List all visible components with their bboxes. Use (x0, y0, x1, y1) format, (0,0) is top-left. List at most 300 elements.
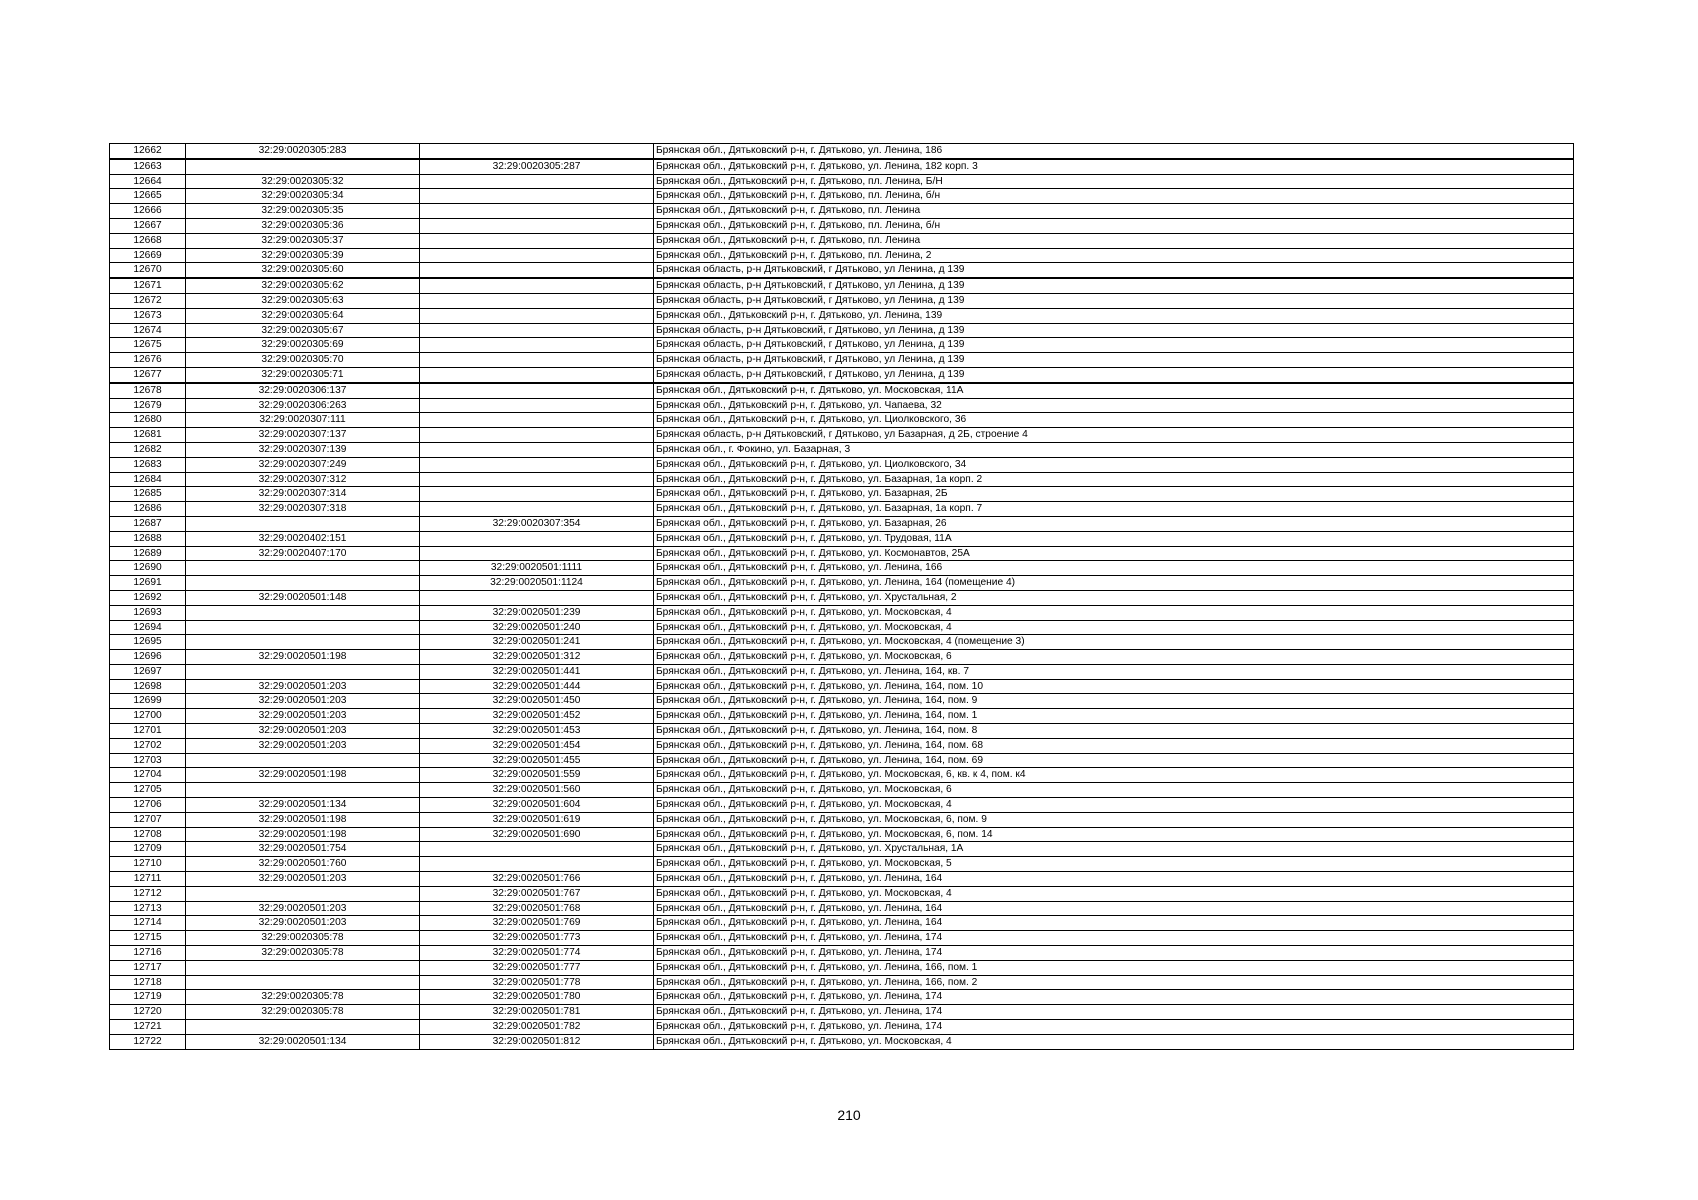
cadastral-number-cell (186, 561, 420, 576)
object-cadastral-number-cell: 32:29:0020501:1111 (420, 561, 654, 576)
table-row (110, 516, 1574, 531)
cadastral-number-cell: 32:29:0020501:203 (186, 916, 420, 931)
address-cell: Брянская обл., Дятьковский р-н, г. Дятьково, ул. Ленина, 164, пом. 8 (654, 724, 1574, 739)
object-cadastral-number-cell: 32:29:0020501:450 (420, 694, 654, 709)
cadastral-number-cell: 32:29:0020501:148 (186, 590, 420, 605)
object-cadastral-number-cell: 32:29:0020501:773 (420, 931, 654, 946)
row-number-cell: 12666 (110, 204, 186, 219)
object-cadastral-number-cell (420, 531, 654, 546)
table-row (110, 605, 1574, 620)
cadastral-number-cell: 32:29:0020305:67 (186, 323, 420, 338)
cadastral-number-cell: 32:29:0020305:35 (186, 204, 420, 219)
cadastral-number-cell (186, 975, 420, 990)
object-cadastral-number-cell: 32:29:0020501:559 (420, 768, 654, 783)
row-number-cell: 12700 (110, 709, 186, 724)
row-number-cell: 12717 (110, 960, 186, 975)
address-cell: Брянская обл., Дятьковский р-н, г. Дятьково, ул. Базарная, 1а корп. 7 (654, 502, 1574, 517)
object-cadastral-number-cell (420, 442, 654, 457)
address-cell: Брянская обл., Дятьковский р-н, г. Дятьково, ул. Хрустальная, 1А (654, 842, 1574, 857)
object-cadastral-number-cell (420, 174, 654, 189)
address-cell: Брянская обл., Дятьковский р-н, г. Дятьково, ул. Ленина, 164, пом. 10 (654, 679, 1574, 694)
row-number-cell: 12687 (110, 516, 186, 531)
cadastral-number-cell: 32:29:0020305:64 (186, 308, 420, 323)
object-cadastral-number-cell: 32:29:0020501:782 (420, 1020, 654, 1035)
table-row (110, 428, 1574, 443)
row-number-cell: 12695 (110, 635, 186, 650)
address-cell: Брянская обл., г. Фокино, ул. Базарная, 3 (654, 442, 1574, 457)
table-row (110, 960, 1574, 975)
object-cadastral-number-cell: 32:29:0020501:619 (420, 812, 654, 827)
table-row (110, 218, 1574, 233)
cadastral-number-cell (186, 516, 420, 531)
object-cadastral-number-cell (420, 144, 654, 159)
address-cell: Брянская обл., Дятьковский р-н, г. Дятьково, ул. Московская, 6 (654, 650, 1574, 665)
address-cell: Брянская обл., Дятьковский р-н, г. Дятьково, пл. Ленина, б/н (654, 189, 1574, 204)
address-cell: Брянская обл., Дятьковский р-н, г. Дятьково, ул. Ленина, 186 (654, 144, 1574, 159)
object-cadastral-number-cell: 32:29:0020501:767 (420, 886, 654, 901)
object-cadastral-number-cell: 32:29:0020501:769 (420, 916, 654, 931)
row-number-cell: 12698 (110, 679, 186, 694)
address-cell: Брянская область, р-н Дятьковский, г Дятьково, ул Ленина, д 139 (654, 293, 1574, 308)
table-row (110, 916, 1574, 931)
object-cadastral-number-cell (420, 590, 654, 605)
row-number-cell: 12696 (110, 650, 186, 665)
address-cell: Брянская обл., Дятьковский р-н, г. Дятьково, ул. Чапаева, 32 (654, 398, 1574, 413)
address-cell: Брянская обл., Дятьковский р-н, г. Дятьково, ул. Ленина, 166, пом. 1 (654, 960, 1574, 975)
object-cadastral-number-cell (420, 338, 654, 353)
object-cadastral-number-cell (420, 308, 654, 323)
cadastral-number-cell: 32:29:0020305:283 (186, 144, 420, 159)
row-number-cell: 12690 (110, 561, 186, 576)
object-cadastral-number-cell: 32:29:0020501:312 (420, 650, 654, 665)
address-cell: Брянская обл., Дятьковский р-н, г. Дятьково, пл. Ленина, 2 (654, 248, 1574, 263)
row-number-cell: 12710 (110, 857, 186, 872)
object-cadastral-number-cell (420, 293, 654, 308)
cadastral-number-cell: 32:29:0020305:69 (186, 338, 420, 353)
table-row (110, 975, 1574, 990)
object-cadastral-number-cell: 32:29:0020501:239 (420, 605, 654, 620)
address-cell: Брянская обл., Дятьковский р-н, г. Дятьково, пл. Ленина, Б/Н (654, 174, 1574, 189)
cadastral-number-cell (186, 620, 420, 635)
address-cell: Брянская обл., Дятьковский р-н, г. Дятьково, пл. Ленина, б/н (654, 218, 1574, 233)
address-cell: Брянская обл., Дятьковский р-н, г. Дятьково, ул. Московская, 4 (654, 798, 1574, 813)
address-cell: Брянская обл., Дятьковский р-н, г. Дятьково, ул. Ленина, 139 (654, 308, 1574, 323)
table-row (110, 812, 1574, 827)
object-cadastral-number-cell: 32:29:0020501:453 (420, 724, 654, 739)
object-cadastral-number-cell: 32:29:0020501:780 (420, 990, 654, 1005)
object-cadastral-number-cell: 32:29:0020501:241 (420, 635, 654, 650)
address-cell: Брянская обл., Дятьковский р-н, г. Дятьково, пл. Ленина (654, 233, 1574, 248)
object-cadastral-number-cell (420, 233, 654, 248)
cadastral-number-cell: 32:29:0020307:249 (186, 457, 420, 472)
cadastral-number-cell: 32:29:0020501:203 (186, 724, 420, 739)
object-cadastral-number-cell: 32:29:0020501:777 (420, 960, 654, 975)
address-cell: Брянская обл., Дятьковский р-н, г. Дятьково, ул. Хрустальная, 2 (654, 590, 1574, 605)
address-cell: Брянская обл., Дятьковский р-н, г. Дятьково, ул. Ленина, 174 (654, 990, 1574, 1005)
table-row (110, 827, 1574, 842)
cadastral-number-cell: 32:29:0020305:71 (186, 367, 420, 382)
object-cadastral-number-cell (420, 189, 654, 204)
row-number-cell: 12675 (110, 338, 186, 353)
row-number-cell: 12665 (110, 189, 186, 204)
address-cell: Брянская обл., Дятьковский р-н, г. Дятьково, ул. Московская, 5 (654, 857, 1574, 872)
table-row (110, 798, 1574, 813)
cadastral-number-cell: 32:29:0020501:203 (186, 679, 420, 694)
object-cadastral-number-cell (420, 857, 654, 872)
row-number-cell: 12708 (110, 827, 186, 842)
address-cell: Брянская обл., Дятьковский р-н, г. Дятьково, ул. Московская, 4 (654, 1034, 1574, 1049)
object-cadastral-number-cell: 32:29:0020501:240 (420, 620, 654, 635)
row-number-cell: 12676 (110, 353, 186, 368)
table-row (110, 546, 1574, 561)
cadastral-number-cell (186, 960, 420, 975)
object-cadastral-number-cell: 32:29:0020501:766 (420, 872, 654, 887)
cadastral-number-cell: 32:29:0020501:760 (186, 857, 420, 872)
table-row (110, 709, 1574, 724)
row-number-cell: 12719 (110, 990, 186, 1005)
object-cadastral-number-cell: 32:29:0020501:768 (420, 901, 654, 916)
object-cadastral-number-cell (420, 383, 654, 398)
address-cell: Брянская обл., Дятьковский р-н, г. Дятьково, ул. Ленина, 166, пом. 2 (654, 975, 1574, 990)
cadastral-number-cell: 32:29:0020305:34 (186, 189, 420, 204)
row-number-cell: 12714 (110, 916, 186, 931)
object-cadastral-number-cell: 32:29:0020501:774 (420, 946, 654, 961)
table-row (110, 576, 1574, 591)
cadastral-number-cell (186, 753, 420, 768)
object-cadastral-number-cell (420, 502, 654, 517)
table-row (110, 724, 1574, 739)
table-row (110, 189, 1574, 204)
table-row (110, 293, 1574, 308)
object-cadastral-number-cell: 32:29:0020307:354 (420, 516, 654, 531)
cadastral-number-cell (186, 886, 420, 901)
address-cell: Брянская обл., Дятьковский р-н, г. Дятьково, ул. Ленина, 164, пом. 9 (654, 694, 1574, 709)
table-row (110, 664, 1574, 679)
cadastral-number-cell: 32:29:0020501:198 (186, 768, 420, 783)
row-number-cell: 12685 (110, 487, 186, 502)
row-number-cell: 12715 (110, 931, 186, 946)
table-row (110, 783, 1574, 798)
cadastral-number-cell (186, 783, 420, 798)
object-cadastral-number-cell (420, 204, 654, 219)
address-cell: Брянская обл., Дятьковский р-н, г. Дятьково, ул. Ленина, 164, пом. 69 (654, 753, 1574, 768)
object-cadastral-number-cell (420, 428, 654, 443)
address-cell: Брянская обл., Дятьковский р-н, г. Дятьково, пл. Ленина (654, 204, 1574, 219)
row-number-cell: 12682 (110, 442, 186, 457)
object-cadastral-number-cell (420, 487, 654, 502)
cadastral-number-cell: 32:29:0020402:151 (186, 531, 420, 546)
object-cadastral-number-cell (420, 248, 654, 263)
table-row (110, 990, 1574, 1005)
cadastral-number-cell: 32:29:0020307:312 (186, 472, 420, 487)
row-number-cell: 12679 (110, 398, 186, 413)
address-cell: Брянская обл., Дятьковский р-н, г. Дятьково, ул. Ленина, 164 (помещение 4) (654, 576, 1574, 591)
row-number-cell: 12693 (110, 605, 186, 620)
row-number-cell: 12704 (110, 768, 186, 783)
object-cadastral-number-cell (420, 457, 654, 472)
registry-table-body (110, 144, 1574, 1050)
table-row (110, 931, 1574, 946)
address-cell: Брянская обл., Дятьковский р-н, г. Дятьково, ул. Ленина, 174 (654, 1020, 1574, 1035)
cadastral-number-cell: 32:29:0020305:70 (186, 353, 420, 368)
address-cell: Брянская обл., Дятьковский р-н, г. Дятьково, ул. Московская, 4 (654, 605, 1574, 620)
table-row (110, 204, 1574, 219)
row-number-cell: 12706 (110, 798, 186, 813)
cadastral-number-cell: 32:29:0020305:39 (186, 248, 420, 263)
cadastral-number-cell: 32:29:0020307:318 (186, 502, 420, 517)
table-row (110, 857, 1574, 872)
cadastral-number-cell: 32:29:0020501:203 (186, 709, 420, 724)
table-row (110, 531, 1574, 546)
row-number-cell: 12716 (110, 946, 186, 961)
address-cell: Брянская область, р-н Дятьковский, г Дятьково, ул Ленина, д 139 (654, 367, 1574, 382)
address-cell: Брянская обл., Дятьковский р-н, г. Дятьково, ул. Ленина, 174 (654, 946, 1574, 961)
row-number-cell: 12721 (110, 1020, 186, 1035)
address-cell: Брянская обл., Дятьковский р-н, г. Дятьково, ул. Ленина, 174 (654, 931, 1574, 946)
row-number-cell: 12699 (110, 694, 186, 709)
table-row (110, 738, 1574, 753)
object-cadastral-number-cell: 32:29:0020501:778 (420, 975, 654, 990)
row-number-cell: 12691 (110, 576, 186, 591)
row-number-cell: 12686 (110, 502, 186, 517)
cadastral-number-cell: 32:29:0020307:139 (186, 442, 420, 457)
table-row (110, 946, 1574, 961)
table-row (110, 753, 1574, 768)
row-number-cell: 12705 (110, 783, 186, 798)
row-number-cell: 12722 (110, 1034, 186, 1049)
table-row (110, 842, 1574, 857)
object-cadastral-number-cell: 32:29:0020501:1124 (420, 576, 654, 591)
object-cadastral-number-cell: 32:29:0020501:454 (420, 738, 654, 753)
address-cell: Брянская обл., Дятьковский р-н, г. Дятьково, ул. Ленина, 164 (654, 872, 1574, 887)
cadastral-number-cell: 32:29:0020501:203 (186, 738, 420, 753)
table-row (110, 487, 1574, 502)
address-cell: Брянская обл., Дятьковский р-н, г. Дятьково, ул. Московская, 4 (654, 620, 1574, 635)
row-number-cell: 12662 (110, 144, 186, 159)
row-number-cell: 12678 (110, 383, 186, 398)
table-row (110, 233, 1574, 248)
cadastral-number-cell: 32:29:0020307:314 (186, 487, 420, 502)
cadastral-number-cell: 32:29:0020501:203 (186, 872, 420, 887)
table-row (110, 323, 1574, 338)
object-cadastral-number-cell: 32:29:0020501:444 (420, 679, 654, 694)
address-cell: Брянская обл., Дятьковский р-н, г. Дятьково, ул. Ленина, 174 (654, 1005, 1574, 1020)
table-row (110, 620, 1574, 635)
address-cell: Брянская обл., Дятьковский р-н, г. Дятьково, ул. Ленина, 164, кв. 7 (654, 664, 1574, 679)
object-cadastral-number-cell (420, 472, 654, 487)
cadastral-number-cell: 32:29:0020501:203 (186, 901, 420, 916)
table-row (110, 278, 1574, 293)
table-row (110, 768, 1574, 783)
object-cadastral-number-cell (420, 398, 654, 413)
address-cell: Брянская обл., Дятьковский р-н, г. Дятьково, ул. Московская, 11А (654, 383, 1574, 398)
row-number-cell: 12713 (110, 901, 186, 916)
row-number-cell: 12709 (110, 842, 186, 857)
row-number-cell: 12664 (110, 174, 186, 189)
cadastral-number-cell: 32:29:0020501:198 (186, 812, 420, 827)
table-row (110, 901, 1574, 916)
object-cadastral-number-cell: 32:29:0020501:452 (420, 709, 654, 724)
address-cell: Брянская область, р-н Дятьковский, г Дятьково, ул Ленина, д 139 (654, 353, 1574, 368)
address-cell: Брянская обл., Дятьковский р-н, г. Дятьково, ул. Московская, 4 (654, 886, 1574, 901)
object-cadastral-number-cell (420, 413, 654, 428)
page-number: 210 (837, 1107, 861, 1123)
object-cadastral-number-cell (420, 323, 654, 338)
cadastral-number-cell: 32:29:0020501:198 (186, 650, 420, 665)
object-cadastral-number-cell: 32:29:0020501:455 (420, 753, 654, 768)
cadastral-number-cell: 32:29:0020305:36 (186, 218, 420, 233)
object-cadastral-number-cell: 32:29:0020501:781 (420, 1005, 654, 1020)
address-cell: Брянская область, р-н Дятьковский, г Дятьково, ул Ленина, д 139 (654, 338, 1574, 353)
cadastral-number-cell: 32:29:0020306:137 (186, 383, 420, 398)
cadastral-number-cell: 32:29:0020305:32 (186, 174, 420, 189)
address-cell: Брянская обл., Дятьковский р-н, г. Дятьково, ул. Космонавтов, 25А (654, 546, 1574, 561)
table-row (110, 383, 1574, 398)
cadastral-number-cell: 32:29:0020306:263 (186, 398, 420, 413)
table-row (110, 413, 1574, 428)
address-cell: Брянская обл., Дятьковский р-н, г. Дятьково, ул. Базарная, 26 (654, 516, 1574, 531)
table-row (110, 457, 1574, 472)
row-number-cell: 12668 (110, 233, 186, 248)
cadastral-number-cell: 32:29:0020305:78 (186, 990, 420, 1005)
object-cadastral-number-cell: 32:29:0020501:604 (420, 798, 654, 813)
table-row (110, 561, 1574, 576)
address-cell: Брянская обл., Дятьковский р-н, г. Дятьково, ул. Трудовая, 11А (654, 531, 1574, 546)
table-row (110, 635, 1574, 650)
row-number-cell: 12674 (110, 323, 186, 338)
object-cadastral-number-cell: 32:29:0020501:690 (420, 827, 654, 842)
table-row (110, 694, 1574, 709)
table-row (110, 367, 1574, 382)
row-number-cell: 12688 (110, 531, 186, 546)
table-row (110, 872, 1574, 887)
object-cadastral-number-cell: 32:29:0020501:441 (420, 664, 654, 679)
row-number-cell: 12680 (110, 413, 186, 428)
object-cadastral-number-cell (420, 218, 654, 233)
table-row (110, 1005, 1574, 1020)
address-cell: Брянская обл., Дятьковский р-н, г. Дятьково, ул. Московская, 6, пом. 14 (654, 827, 1574, 842)
row-number-cell: 12702 (110, 738, 186, 753)
table-row (110, 650, 1574, 665)
cadastral-number-cell: 32:29:0020407:170 (186, 546, 420, 561)
cadastral-number-cell: 32:29:0020305:62 (186, 278, 420, 293)
address-cell: Брянская обл., Дятьковский р-н, г. Дятьково, ул. Московская, 6, кв. к 4, пом. к4 (654, 768, 1574, 783)
table-row (110, 308, 1574, 323)
address-cell: Брянская обл., Дятьковский р-н, г. Дятьково, ул. Ленина, 164, пом. 1 (654, 709, 1574, 724)
cadastral-number-cell: 32:29:0020307:111 (186, 413, 420, 428)
cadastral-number-cell: 32:29:0020501:754 (186, 842, 420, 857)
row-number-cell: 12683 (110, 457, 186, 472)
cadastral-number-cell: 32:29:0020305:37 (186, 233, 420, 248)
table-row (110, 886, 1574, 901)
address-cell: Брянская область, р-н Дятьковский, г Дятьково, ул Ленина, д 139 (654, 263, 1574, 278)
cadastral-number-cell (186, 576, 420, 591)
object-cadastral-number-cell (420, 353, 654, 368)
address-cell: Брянская обл., Дятьковский р-н, г. Дятьково, ул. Московская, 6, пом. 9 (654, 812, 1574, 827)
address-cell: Брянская обл., Дятьковский р-н, г. Дятьково, ул. Базарная, 1а корп. 2 (654, 472, 1574, 487)
cadastral-number-cell (186, 159, 420, 174)
address-cell: Брянская обл., Дятьковский р-н, г. Дятьково, ул. Ленина, 164 (654, 916, 1574, 931)
object-cadastral-number-cell: 32:29:0020501:560 (420, 783, 654, 798)
table-row (110, 353, 1574, 368)
row-number-cell: 12689 (110, 546, 186, 561)
row-number-cell: 12684 (110, 472, 186, 487)
cadastral-number-cell (186, 605, 420, 620)
address-cell: Брянская обл., Дятьковский р-н, г. Дятьково, ул. Московская, 4 (помещение 3) (654, 635, 1574, 650)
cadastral-number-cell: 32:29:0020305:78 (186, 931, 420, 946)
cadastral-number-cell: 32:29:0020501:198 (186, 827, 420, 842)
object-cadastral-number-cell (420, 278, 654, 293)
address-cell: Брянская обл., Дятьковский р-н, г. Дятьково, ул. Ленина, 166 (654, 561, 1574, 576)
row-number-cell: 12681 (110, 428, 186, 443)
table-row (110, 502, 1574, 517)
cadastral-number-cell (186, 635, 420, 650)
table-row (110, 472, 1574, 487)
row-number-cell: 12720 (110, 1005, 186, 1020)
cadastral-number-cell: 32:29:0020307:137 (186, 428, 420, 443)
table-row (110, 1034, 1574, 1049)
table-row (110, 248, 1574, 263)
address-cell: Брянская обл., Дятьковский р-н, г. Дятьково, ул. Базарная, 2Б (654, 487, 1574, 502)
row-number-cell: 12718 (110, 975, 186, 990)
cadastral-number-cell: 32:29:0020305:78 (186, 946, 420, 961)
table-row (110, 1020, 1574, 1035)
row-number-cell: 12667 (110, 218, 186, 233)
row-number-cell: 12703 (110, 753, 186, 768)
address-cell: Брянская обл., Дятьковский р-н, г. Дятьково, ул. Ленина, 164 (654, 901, 1574, 916)
row-number-cell: 12697 (110, 664, 186, 679)
table-row (110, 590, 1574, 605)
row-number-cell: 12663 (110, 159, 186, 174)
cadastral-number-cell: 32:29:0020305:78 (186, 1005, 420, 1020)
row-number-cell: 12670 (110, 263, 186, 278)
registry-table (109, 143, 1574, 1050)
address-cell: Брянская обл., Дятьковский р-н, г. Дятьково, ул. Циолковского, 36 (654, 413, 1574, 428)
address-cell: Брянская область, р-н Дятьковский, г Дятьково, ул Ленина, д 139 (654, 278, 1574, 293)
row-number-cell: 12669 (110, 248, 186, 263)
table-row (110, 398, 1574, 413)
address-cell: Брянская область, р-н Дятьковский, г Дятьково, ул Ленина, д 139 (654, 323, 1574, 338)
table-row (110, 338, 1574, 353)
cadastral-number-cell: 32:29:0020305:60 (186, 263, 420, 278)
object-cadastral-number-cell (420, 263, 654, 278)
table-row (110, 442, 1574, 457)
row-number-cell: 12712 (110, 886, 186, 901)
row-number-cell: 12692 (110, 590, 186, 605)
address-cell: Брянская обл., Дятьковский р-н, г. Дятьково, ул. Ленина, 182 корп. 3 (654, 159, 1574, 174)
cadastral-number-cell: 32:29:0020305:63 (186, 293, 420, 308)
table-row (110, 263, 1574, 278)
row-number-cell: 12701 (110, 724, 186, 739)
row-number-cell: 12694 (110, 620, 186, 635)
table-row (110, 159, 1574, 174)
row-number-cell: 12672 (110, 293, 186, 308)
address-cell: Брянская область, р-н Дятьковский, г Дятьково, ул Базарная, д 2Б, строение 4 (654, 428, 1574, 443)
object-cadastral-number-cell (420, 842, 654, 857)
object-cadastral-number-cell: 32:29:0020305:287 (420, 159, 654, 174)
cadastral-number-cell: 32:29:0020501:134 (186, 1034, 420, 1049)
row-number-cell: 12711 (110, 872, 186, 887)
address-cell: Брянская обл., Дятьковский р-н, г. Дятьково, ул. Московская, 6 (654, 783, 1574, 798)
object-cadastral-number-cell (420, 367, 654, 382)
table-row (110, 174, 1574, 189)
address-cell: Брянская обл., Дятьковский р-н, г. Дятьково, ул. Ленина, 164, пом. 68 (654, 738, 1574, 753)
cadastral-number-cell (186, 1020, 420, 1035)
object-cadastral-number-cell (420, 546, 654, 561)
row-number-cell: 12677 (110, 367, 186, 382)
row-number-cell: 12671 (110, 278, 186, 293)
table-row (110, 679, 1574, 694)
